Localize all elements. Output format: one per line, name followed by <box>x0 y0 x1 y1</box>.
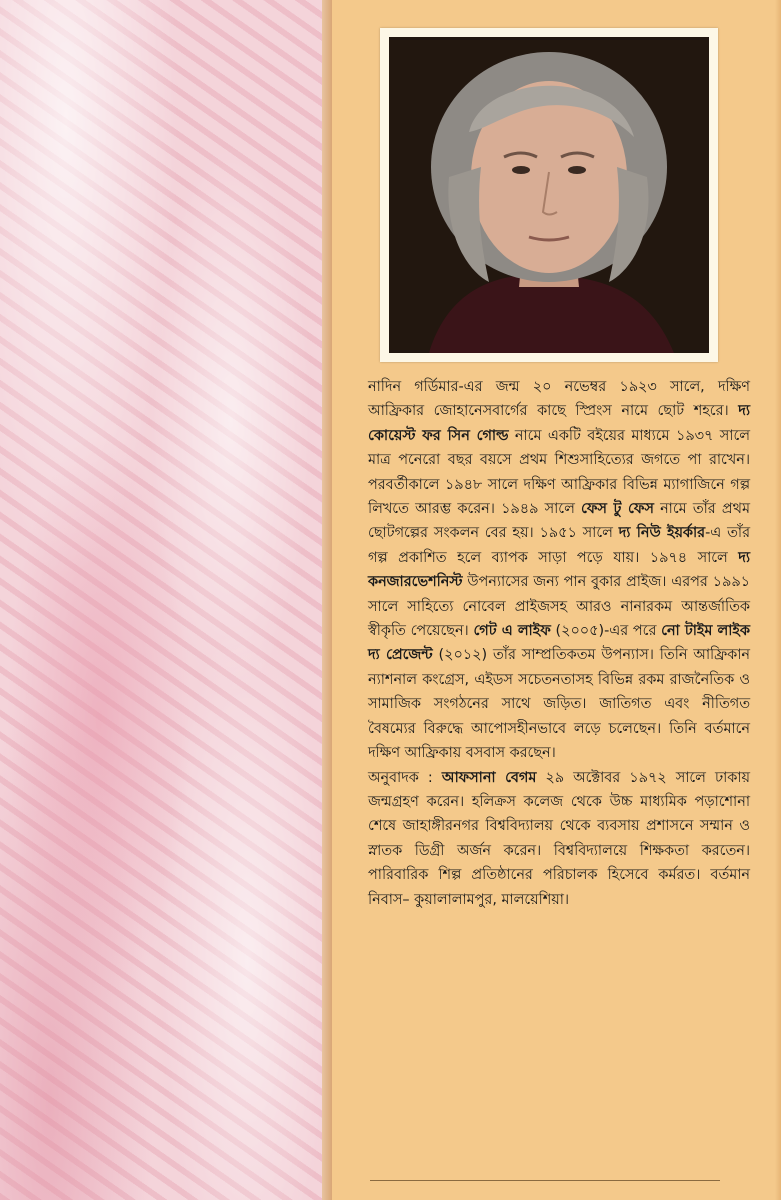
magazine-title-new-yorker: দ্য নিউ ইয়র্কার <box>618 525 706 542</box>
book-title-conservationist: দ্য কনজারভেশনিস্ট <box>368 549 750 591</box>
author-photo <box>389 37 709 353</box>
translator-bio-text: ২৯ অক্টোবর ১৯৭২ সালে ঢাকায় জন্মগ্রহণ করেন। হলিক্রস কলেজ থেকে উচ্চ মাধ্যমিক পড়াশোনা শেষে জাহাঙ্গীরনগর বিশ্ববিদ্যালয় থেকে ব্যবসায় প্রশাসনে সম্মান ও স্নাতক ডিগ্রী অর্জন করেন। বিশ্ববিদ্যালয়ে শিক্ষকতা করতেন। পারিবারিক শিল্প প্রতিষ্ঠানের পরিচালক হিসেবে কর্মরত। বর্তমান নিবাস– কুয়ালালামপুর, মালয়েশিয়া। <box>368 769 750 908</box>
cover-fold-edge <box>322 0 332 1200</box>
author-portrait-illustration <box>389 37 709 353</box>
author-bio-text: উপন্যাসের জন্য পান বুকার প্রাইজ। এরপর ১৯৯১ সালে সাহিত্যে নোবেল প্রাইজসহ আরও নানারকম আন্তর্জাতিক স্বীকৃতি পেয়েছেন। <box>368 574 750 640</box>
book-title-get-a-life: গেট এ লাইফ <box>473 623 551 640</box>
book-title-quest-for-seen-gold: দ্য কোয়েস্ট ফর সিন গোল্ড <box>368 403 750 444</box>
author-photo-frame <box>380 28 718 362</box>
bio-text-block <box>368 375 750 912</box>
flap-right-edge <box>775 0 781 1200</box>
book-title-face-to-face: ফেস টু ফেস <box>581 501 654 518</box>
author-bio-text: (২০১২) তাঁর সাম্প্রতিকতম উপন্যাস। তিনি আফ্রিকান ন্যাশনাল কংগ্রেস, এইডস সচেতনতাসহ বিভিন্ন রকম রাজনৈতিক ও সামাজিক সংগঠনের সাথে জড়িত। জাতিগত এবং নীতিগত বৈষম্যের বিরুদ্ধে আপোসহীনভাবে লড়ে চলেছেন। তিনি বর্তমানে দক্ষিণ আফ্রিকায় বসবাস করছেন। <box>368 647 750 762</box>
author-bio-text: নাদিন গর্ডিমার-এর জন্ম ২০ নভেম্বর ১৯২৩ সালে, দক্ষিণ আফ্রিকার জোহানেসবার্গের কাছে স্প্রিংস নামে ছোট শহরে। <box>368 379 750 420</box>
translator-biography <box>368 766 750 912</box>
translator-name: আফসানা বেগম <box>441 769 537 786</box>
author-bio-text: নামে একটি বইয়ের মাধ্যমে ১৯৩৭ সালে মাত্র পনেরো বছর বয়সে প্রথম শিশুসাহিত্যের জগতে পা রাখেন। পরবর্তীকালে ১৯৪৮ সালে দক্ষিণ আফ্রিকার বিভিন্ন ম্যাগাজিনে গল্প লিখতে আরম্ভ করেন। ১৯৪৯ সালে <box>368 427 750 518</box>
author-bio-text: নামে তাঁর প্রথম ছোটগল্পের সংকলন বের হয়। ১৯৫১ সালে <box>368 501 750 542</box>
translator-label: অনুবাদক : <box>368 769 442 786</box>
author-bio-text: (২০০৫)-এর পরে <box>550 623 662 640</box>
marbled-pink-background <box>0 0 330 1200</box>
author-bio-text: -এ তাঁর গল্প প্রকাশিত হলে ব্যাপক সাড়া পড়ে যায়। ১৯৭৪ সালে <box>368 525 750 566</box>
author-biography <box>368 375 750 766</box>
book-title-no-time-like-present: নো টাইম লাইক দ্য প্রেজেন্ট <box>368 623 750 664</box>
bottom-divider <box>370 1180 720 1181</box>
